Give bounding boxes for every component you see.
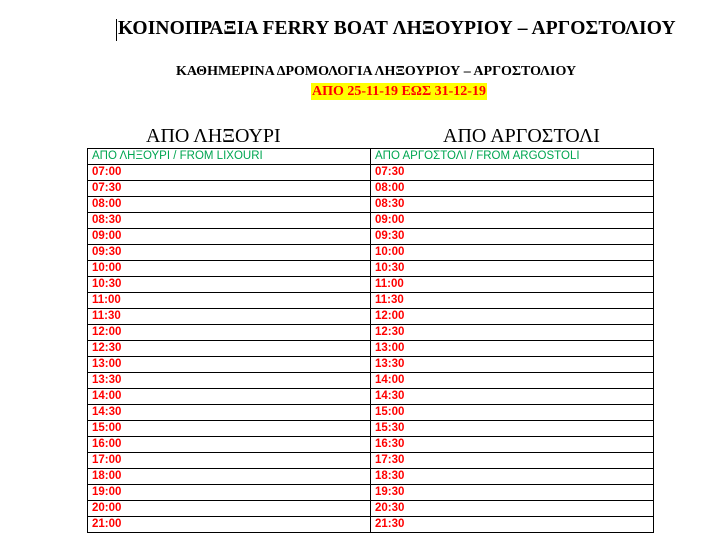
departure-argostoli: 09:00 <box>371 213 654 229</box>
table-row <box>88 309 654 325</box>
departure-lixouri: 13:00 <box>88 357 371 373</box>
schedule-subtitle: ΚΑΘΗΜΕΡΙΝΑ ΔΡΟΜΟΛΟΓΙΑ ΛΗΞΟΥΡΙΟΥ – ΑΡΓΟΣΤΟΛΙΟΥ <box>176 64 577 79</box>
table-row <box>88 341 654 357</box>
departure-lixouri: 11:30 <box>88 309 371 325</box>
table-row <box>88 245 654 261</box>
label-from-lixouri: ΑΠΟ ΛΗΞΟΥΡΙ / FROM LIXOURI <box>88 149 371 165</box>
departure-lixouri: 20:00 <box>88 501 371 517</box>
table-row <box>88 325 654 341</box>
departure-lixouri: 08:30 <box>88 213 371 229</box>
departure-lixouri: 07:30 <box>88 181 371 197</box>
departure-lixouri: 10:00 <box>88 261 371 277</box>
table-row <box>88 437 654 453</box>
table-row <box>88 485 654 501</box>
departure-argostoli: 15:00 <box>371 405 654 421</box>
table-header-row <box>88 149 654 165</box>
departure-lixouri: 10:30 <box>88 277 371 293</box>
table-row <box>88 181 654 197</box>
departure-argostoli: 14:00 <box>371 373 654 389</box>
departure-argostoli: 08:30 <box>371 197 654 213</box>
table-row <box>88 421 654 437</box>
departure-lixouri: 15:00 <box>88 421 371 437</box>
departure-argostoli: 10:30 <box>371 261 654 277</box>
departure-lixouri: 19:00 <box>88 485 371 501</box>
departure-argostoli: 17:30 <box>371 453 654 469</box>
table-row <box>88 197 654 213</box>
departure-lixouri: 21:00 <box>88 517 371 533</box>
table-row <box>88 293 654 309</box>
departure-lixouri: 12:00 <box>88 325 371 341</box>
table-row <box>88 277 654 293</box>
departure-argostoli: 13:00 <box>371 341 654 357</box>
table-row <box>88 389 654 405</box>
document-title: ΚΟΙΝΟΠΡΑΞΙΑ FERRY BOAT ΛΗΞΟΥΡΙΟΥ – ΑΡΓΟΣΤΟΛΙΟΥ <box>118 18 676 39</box>
departure-lixouri: 08:00 <box>88 197 371 213</box>
departure-lixouri: 14:30 <box>88 405 371 421</box>
departure-lixouri: 07:00 <box>88 165 371 181</box>
departure-lixouri: 09:00 <box>88 229 371 245</box>
departure-argostoli: 19:30 <box>371 485 654 501</box>
table-row <box>88 373 654 389</box>
departure-lixouri: 16:00 <box>88 437 371 453</box>
departure-argostoli: 20:30 <box>371 501 654 517</box>
table-row <box>88 405 654 421</box>
heading-from-lixouri: ΑΠΟ ΛΗΞΟΥΡΙ <box>146 125 281 147</box>
heading-from-argostoli: ΑΠΟ ΑΡΓΟΣΤΟΛΙ <box>443 125 600 147</box>
text-cursor <box>116 19 117 41</box>
departure-lixouri: 18:00 <box>88 469 371 485</box>
departure-lixouri: 17:00 <box>88 453 371 469</box>
departure-lixouri: 14:00 <box>88 389 371 405</box>
departure-argostoli: 10:00 <box>371 245 654 261</box>
departure-argostoli: 08:00 <box>371 181 654 197</box>
departure-argostoli: 21:30 <box>371 517 654 533</box>
table-row <box>88 213 654 229</box>
departure-argostoli: 13:30 <box>371 357 654 373</box>
departure-argostoli: 11:00 <box>371 277 654 293</box>
departure-lixouri: 09:30 <box>88 245 371 261</box>
departure-argostoli: 18:30 <box>371 469 654 485</box>
date-range-highlight: ΑΠΟ 25-11-19 ΕΩΣ 31-12-19 <box>312 84 486 99</box>
schedule-table <box>87 148 654 533</box>
departure-argostoli: 07:30 <box>371 165 654 181</box>
table-row <box>88 469 654 485</box>
departure-argostoli: 12:30 <box>371 325 654 341</box>
departure-argostoli: 16:30 <box>371 437 654 453</box>
table-row <box>88 229 654 245</box>
table-row <box>88 517 654 533</box>
table-row <box>88 357 654 373</box>
table-row <box>88 261 654 277</box>
table-row <box>88 501 654 517</box>
departure-argostoli: 11:30 <box>371 293 654 309</box>
table-row <box>88 453 654 469</box>
table-row <box>88 165 654 181</box>
departure-lixouri: 13:30 <box>88 373 371 389</box>
departure-lixouri: 12:30 <box>88 341 371 357</box>
departure-argostoli: 15:30 <box>371 421 654 437</box>
departure-lixouri: 11:00 <box>88 293 371 309</box>
departure-argostoli: 12:00 <box>371 309 654 325</box>
departure-argostoli: 14:30 <box>371 389 654 405</box>
departure-argostoli: 09:30 <box>371 229 654 245</box>
label-from-argostoli: ΑΠΟ ΑΡΓΟΣΤΟΛΙ / FROM ARGOSTOLI <box>371 149 654 165</box>
